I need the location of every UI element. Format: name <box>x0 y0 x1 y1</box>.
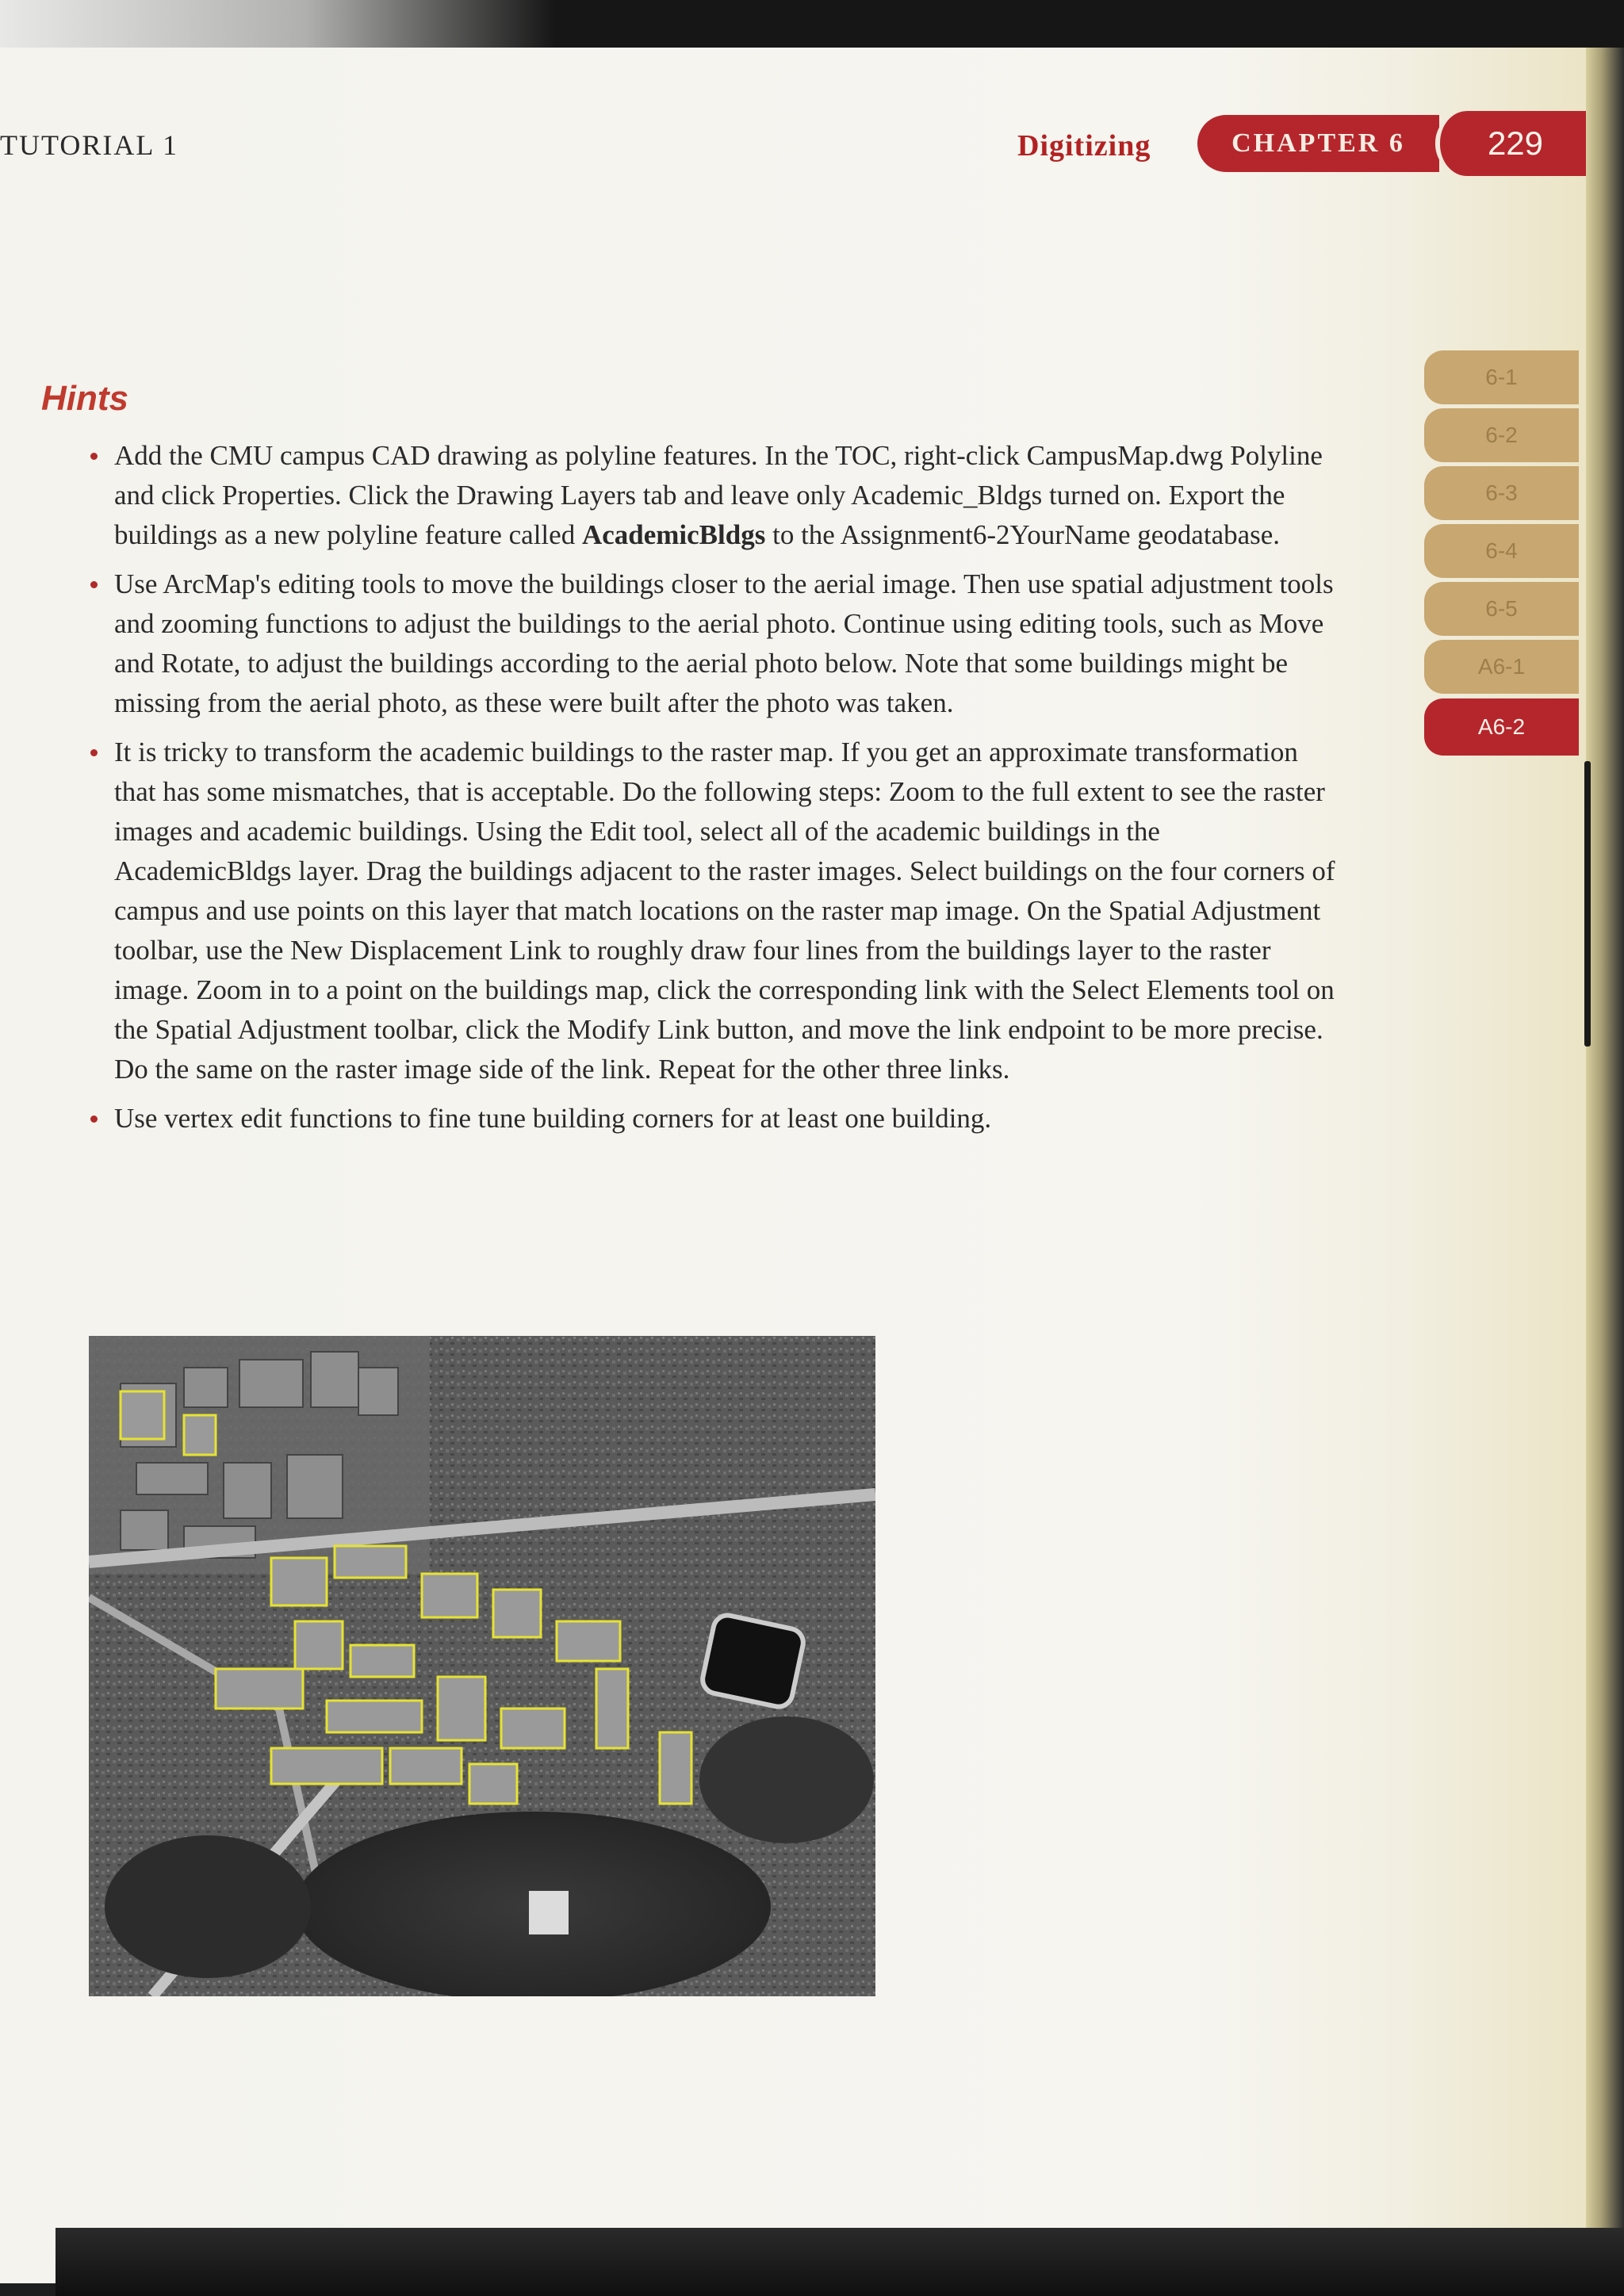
tab-a6-2[interactable]: A6-2 <box>1424 698 1579 756</box>
hint-bold-term: AcademicBldgs <box>581 519 766 550</box>
bullet-icon <box>90 581 98 588</box>
hint-text: It is tricky to transform the academic buildings to the raster map. If you get an approximate transformation that has some mismatches, that is acceptable. Do the following steps: Zoom to the full extent to see the raster images and academic buildings. Using the Edit tool, select all of the academic buildings in the AcademicBldgs layer. Drag the buildings adjacent to the raster images. Select buildings on the four corners of campus and use points on this layer that match locations on the raster map image. On the Spatial Adjustment toolbar, use the New Displacement Link to roughly draw four lines from the buildings layer to the raster image. Zoom in to a point on the buildings map, click the corresponding link with the Select Elements tool on the Spatial Adjustment toolbar, click the Modify Link button, and move the link endpoint to be more precise. Do the same on the raster image side of the link. Repeat for the other three links. <box>114 737 1335 1085</box>
tab-6-2[interactable]: 6-2 <box>1424 408 1579 462</box>
page-number <box>1435 111 1586 176</box>
bottom-shadow <box>56 2228 1624 2296</box>
running-head: TUTORIAL 1 <box>0 129 178 161</box>
tab-6-4[interactable]: 6-4 <box>1424 524 1579 578</box>
hint-text: Use vertex edit functions to fine tune building corners for at least one building. <box>114 1103 992 1134</box>
bullet-icon <box>90 453 98 460</box>
hint-text: Add the CMU campus CAD drawing as polyline features. In the TOC, right-click CampusMap.dwg Polyline and click Properties. Click the Drawing Layers tab and leave only Academic_Bldgs turned on. Export the buildings as a new polyline feature called <box>114 440 1323 550</box>
page-edge <box>1586 48 1624 2244</box>
chapter-text: CHAPTER 6 <box>1231 128 1405 158</box>
hint-item <box>90 436 1335 555</box>
hint-text: to the Assignment6-2YourName geodatabase. <box>765 519 1281 550</box>
bullet-icon <box>90 1115 98 1123</box>
hints-list <box>90 436 1335 1148</box>
hint-item <box>90 1099 1335 1138</box>
tab-6-5[interactable]: 6-5 <box>1424 582 1579 636</box>
tab-6-3[interactable]: 6-3 <box>1424 466 1579 520</box>
chapter-tabs <box>1424 350 1586 760</box>
tab-6-1[interactable]: 6-1 <box>1424 350 1579 404</box>
page-number-text: 229 <box>1487 124 1544 162</box>
tab-a6-1[interactable]: A6-1 <box>1424 640 1579 694</box>
bullet-icon <box>90 749 98 756</box>
hint-item <box>90 564 1335 723</box>
hint-text: Use ArcMap's editing tools to move the buildings closer to the aerial image. Then use spatial adjustment tools and zooming functions to adjust the buildings to the aerial photo. Continue using editing tools, such as Move and Rotate, to adjust the buildings according to the aerial photo below. Note that some buildings might be missing from the aerial photo, as these were built after the photo was taken. <box>114 568 1334 718</box>
aerial-photo <box>89 1336 875 1996</box>
hint-item <box>90 733 1335 1089</box>
hints-heading: Hints <box>41 379 128 418</box>
page-edge-shadow <box>1584 761 1591 1047</box>
chapter-label <box>1197 115 1439 172</box>
book-page <box>0 48 1586 2283</box>
section-title: Digitizing <box>1017 129 1151 163</box>
top-shadow <box>0 0 1624 49</box>
